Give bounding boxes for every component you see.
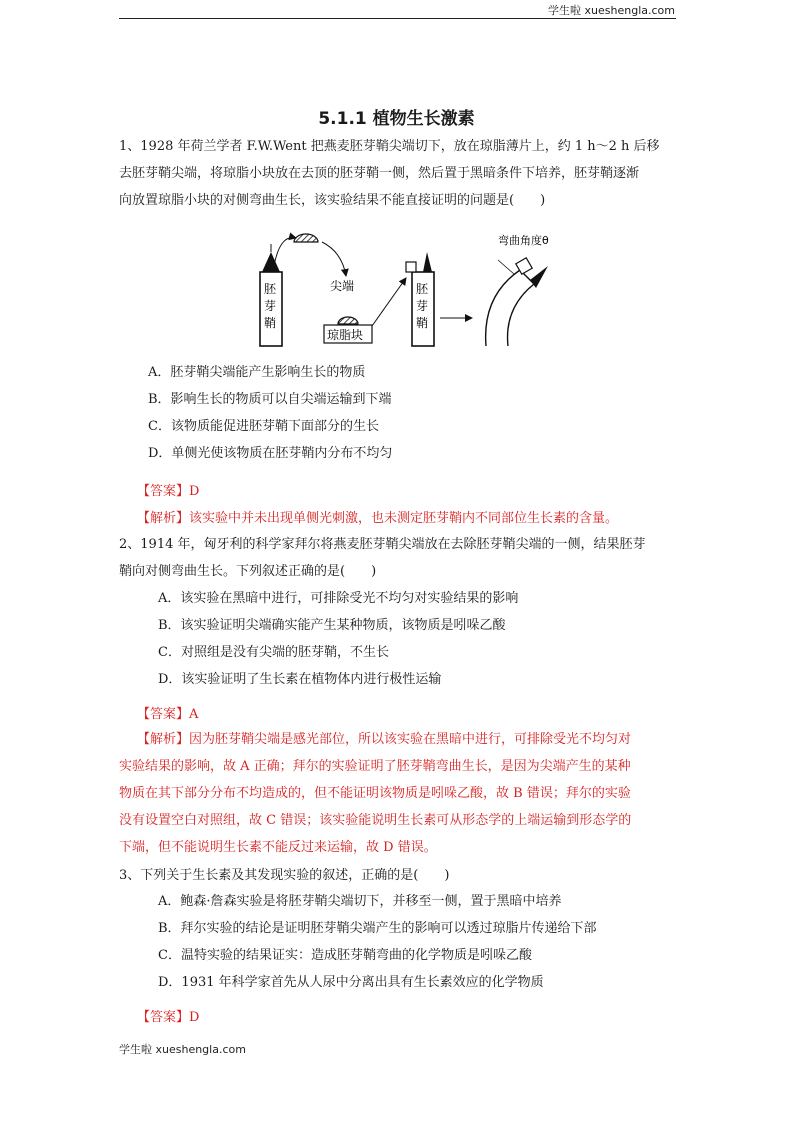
q1-experiment-diagram xyxy=(230,222,590,354)
cut-tip xyxy=(294,234,318,242)
q3-stem: 3、下列关于生长素及其发现实验的叙述，正确的是( ) xyxy=(119,868,450,883)
agar-label: 琼脂块 xyxy=(327,328,364,342)
q1-explanation: 【解析】该实验中并未出现单侧光刺激，也未测定胚芽鞘内不同部位生长素的含量。 xyxy=(137,511,619,526)
q1-stem-line: 1、1928 年荷兰学者 F.W.Went 把燕麦胚芽鞘尖端切下，放在琼脂薄片上，约 1 h～2 h 后移 xyxy=(119,139,660,154)
q1-stem-line: 去胚芽鞘尖端，将琼脂小块放在去顶的胚芽鞘一侧，然后置于黑暗条件下培养，胚芽鞘逐渐 xyxy=(119,166,640,181)
header-site: 学生啦 xueshengla.com xyxy=(548,4,675,17)
arrow-agar-place xyxy=(372,278,406,326)
q2-stem-line: 2、1914 年，匈牙利的科学家拜尔将燕麦胚芽鞘尖端放在去除胚芽鞘尖端的一侧，结果胚芽 xyxy=(119,537,646,552)
q3-answer: 【答案】D xyxy=(137,1010,200,1025)
q1-stem xyxy=(119,133,679,214)
coleoptile-1-label-b: 芽 xyxy=(264,299,277,313)
coleoptile-1-label-a: 胚 xyxy=(264,282,277,296)
q3-option-a: A．鲍森·詹森实验是将胚芽鞘尖端切下，并移至一侧，置于黑暗中培养 xyxy=(158,894,562,909)
header-rule xyxy=(119,18,676,19)
coleoptile-2-label-b: 芽 xyxy=(416,299,429,313)
coleoptile-2-label-c: 鞘 xyxy=(416,316,429,330)
q1-option-b: B．影响生长的物质可以自尖端运输到下端 xyxy=(148,392,392,407)
q1-option-c: C．该物质能促进胚芽鞘下面部分的生长 xyxy=(148,419,379,434)
bent-coleoptile xyxy=(486,270,534,346)
q3-option-b: B．拜尔实验的结论是证明胚芽鞘尖端产生的影响可以透过琼脂片传递给下部 xyxy=(158,921,597,936)
q2-explanation xyxy=(119,726,679,861)
q2-option-c: C．对照组是没有尖端的胚芽鞘，不生长 xyxy=(158,645,389,660)
coleoptile-2-label-a: 胚 xyxy=(416,282,429,296)
tip-label: 尖端 xyxy=(330,279,355,293)
q2-answer: 【答案】A xyxy=(137,707,199,722)
q2-explanation-line: 物质在其下部分分布不均造成的，但不能证明该物质是吲哚乙酸，故 B 错误；拜尔的实验 xyxy=(119,786,631,801)
q2-explanation-line: 【解析】因为胚芽鞘尖端是感光部位，所以该实验在黑暗中进行，可排除受光不均匀对 xyxy=(137,732,632,747)
q2-option-a: A．该实验在黑暗中进行，可排除受光不均匀对实验结果的影响 xyxy=(158,591,519,606)
q2-option-d: D．该实验证明了生长素在植物体内进行极性运输 xyxy=(158,672,442,687)
q1-option-d: D．单侧光使该物质在胚芽鞘内分布不均匀 xyxy=(148,446,393,461)
q3-option-d: D．1931 年科学家首先从人尿中分离出具有生长素效应的化学物质 xyxy=(158,975,544,990)
arrow-tip-remove xyxy=(274,238,296,266)
q2-explanation-line: 没有设置空白对照组，故 C 错误；该实验能说明生长素可从形态学的上端运输到形态学的 xyxy=(119,813,632,828)
q2-explanation-line: 下端，但不能说明生长素不能反过来运输，故 D 错误。 xyxy=(119,840,437,855)
q1-stem-line: 向放置琼脂小块的对侧弯曲生长，该实验结果不能直接证明的问题是( ) xyxy=(119,193,546,208)
q3-option-c: C．温特实验的结果证实：造成胚芽鞘弯曲的化学物质是吲哚乙酸 xyxy=(158,948,532,963)
q2-option-b: B．该实验证明尖端确实能产生某种物质，该物质是吲哚乙酸 xyxy=(158,618,506,633)
coleoptile-1-label-c: 鞘 xyxy=(264,316,277,330)
q2-stem xyxy=(119,531,679,585)
q2-explanation-line: 实验结果的影响，故 A 正确；拜尔的实验证明了胚芽鞘弯曲生长，是因为尖端产生的某种 xyxy=(119,759,631,774)
q1-answer: 【答案】D xyxy=(137,484,200,499)
arrow-tip-place xyxy=(322,242,346,276)
footer-site: 学生啦 xueshengla.com xyxy=(119,1043,246,1056)
page-title: 5.1.1 植物生长激素 xyxy=(318,109,475,129)
q1-option-a: A．胚芽鞘尖端能产生影响生长的物质 xyxy=(148,365,366,380)
angle-leader xyxy=(498,260,514,274)
q2-stem-line: 鞘向对侧弯曲生长。下列叙述正确的是( ) xyxy=(119,564,377,579)
angle-label: 弯曲角度θ xyxy=(498,234,549,247)
tip-on-agar xyxy=(338,317,358,324)
